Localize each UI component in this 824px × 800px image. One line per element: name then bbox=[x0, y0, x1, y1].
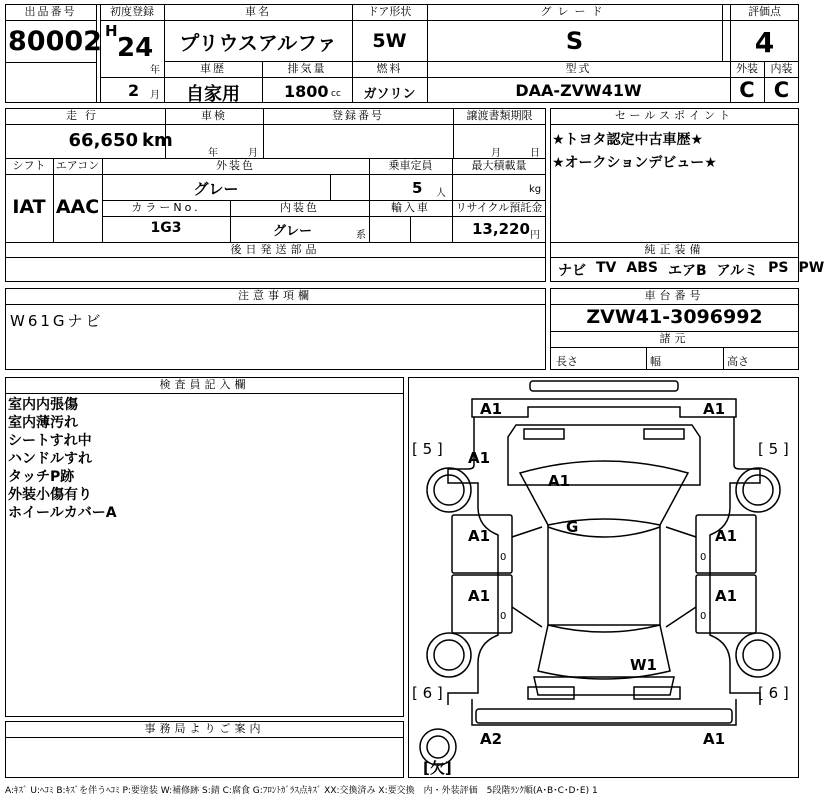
map-rear-left: A2 bbox=[480, 730, 503, 748]
inspection-month: 月 bbox=[248, 148, 258, 159]
map-door-rl: A1 bbox=[468, 587, 491, 605]
load-label: 最大積載量 bbox=[471, 159, 527, 172]
map-front-left: A1 bbox=[480, 400, 503, 418]
map-door-fl-sub: 0 bbox=[500, 552, 507, 563]
name-label: 車名 bbox=[245, 5, 271, 18]
option-alloy: アルミ bbox=[716, 263, 759, 279]
option-airbag: エアB bbox=[667, 263, 707, 279]
fuel: ガソリン bbox=[363, 87, 416, 102]
car-name: プリウスアルファ bbox=[179, 31, 337, 55]
map-hood: A1 bbox=[548, 472, 571, 490]
map-tire-rl: [ 6 ] bbox=[412, 684, 443, 702]
option-abs: ABS bbox=[626, 260, 658, 276]
model: DAA-ZVW41W bbox=[515, 81, 642, 100]
map-rear-right: A1 bbox=[703, 730, 726, 748]
notes-text: W61Gナビ bbox=[10, 312, 104, 330]
transfer-label: 譲渡書類期限 bbox=[466, 109, 533, 122]
options-label: 純正装備 bbox=[644, 243, 705, 256]
option-tv: TV bbox=[596, 260, 617, 276]
map-door-rr-sub: 0 bbox=[700, 611, 707, 622]
inspector-line-1: 室内内張傷 bbox=[8, 397, 78, 413]
color-label: 外装色 bbox=[216, 159, 255, 172]
map-door-rl-sub: 0 bbox=[500, 611, 507, 622]
sales-line-2: ★オークションデビュー★ bbox=[552, 155, 717, 171]
options-list bbox=[558, 260, 824, 280]
reg-year-unit: 年 bbox=[150, 65, 160, 76]
cc: 1800 bbox=[284, 82, 329, 101]
color: グレー bbox=[193, 180, 239, 198]
notes-label: 注意事項欄 bbox=[238, 289, 313, 302]
sales-label: セールスポイント bbox=[614, 109, 734, 122]
dims-length: 長さ bbox=[556, 355, 578, 368]
ac-label: エアコン bbox=[55, 159, 100, 172]
map-windshield: G bbox=[566, 518, 579, 536]
intcolor: グレー bbox=[272, 224, 312, 239]
map-door-fr-sub: 0 bbox=[700, 552, 707, 563]
map-rear-glass: W1 bbox=[630, 656, 657, 674]
map-fender-fl: A1 bbox=[468, 449, 491, 467]
fuel-label: 燃料 bbox=[376, 62, 403, 75]
capacity-unit: 人 bbox=[436, 188, 446, 199]
colorno-label: カラーNo. bbox=[131, 201, 201, 214]
inspector-line-3: シートすれ中 bbox=[8, 433, 92, 449]
intcolor-unit: 系 bbox=[356, 230, 366, 241]
map-front-right: A1 bbox=[703, 400, 726, 418]
inspector-line-2: 室内薄汚れ bbox=[8, 415, 78, 431]
map-tire-rr: [ 6 ] bbox=[758, 684, 789, 702]
transfer-day: 日 bbox=[530, 148, 540, 159]
inspector-line-7: ホイールカバーA bbox=[8, 505, 117, 521]
model-label: 型式 bbox=[565, 62, 592, 75]
reg-year: 24 bbox=[117, 33, 154, 63]
grade-label: グレード bbox=[540, 5, 609, 18]
lot-number: 80002 bbox=[8, 26, 102, 57]
recycle-unit: 円 bbox=[530, 230, 540, 241]
score: 4 bbox=[754, 26, 775, 59]
dims-label: 諸元 bbox=[659, 332, 690, 345]
door-label: ドア形状 bbox=[367, 5, 412, 18]
chassis-number: ZVW41-3096992 bbox=[586, 306, 763, 328]
mileage-label: 走行 bbox=[66, 109, 104, 122]
inspector-label: 検査員記入欄 bbox=[159, 378, 250, 391]
score-label: 評価点 bbox=[748, 5, 781, 18]
option-ps: PS bbox=[768, 260, 789, 276]
legend: A:ｷｽﾞ U:ﾍｺﾐ B:ｷｽﾞを伴うﾍｺﾐ P:要塗装 W:補修跡 S:錆 C:腐食 G:ﾌﾛﾝﾄｶﾞﾗｽ点ｷｽﾞ XX:交換済み X:要交換 内・外装評価 5段階ﾗﾝｸ順(A･B･C･D･E) 1 bbox=[5, 786, 598, 796]
capacity: 5 bbox=[412, 179, 423, 197]
capacity-label: 乗車定員 bbox=[388, 159, 433, 172]
inspection-label: 車検 bbox=[201, 109, 227, 122]
reg-label: 初度登録 bbox=[110, 5, 154, 18]
reg-era: H bbox=[105, 22, 118, 40]
int-rating: C bbox=[773, 78, 790, 102]
map-spare: [欠] bbox=[423, 759, 452, 777]
inspector-line-4: ハンドルすれ bbox=[8, 451, 92, 467]
dims-height: 高さ bbox=[727, 355, 749, 368]
door-type: 5W bbox=[372, 30, 407, 52]
grade: S bbox=[565, 27, 584, 55]
later-parts-label: 後日発送部品 bbox=[230, 243, 321, 256]
cc-unit: cc bbox=[331, 89, 341, 99]
history: 自家用 bbox=[186, 84, 240, 105]
import-label: 輸入車 bbox=[391, 201, 430, 214]
cc-label: 排気量 bbox=[287, 62, 327, 75]
mileage-unit: km bbox=[142, 130, 173, 151]
inspector-line-6: 外装小傷有り bbox=[8, 487, 92, 503]
option-pw: PW bbox=[798, 260, 824, 276]
reg-month-unit: 月 bbox=[150, 90, 160, 101]
ac: AAC bbox=[55, 196, 100, 218]
ext-label: 外装 bbox=[736, 62, 758, 75]
intcolor-label: 内装色 bbox=[280, 201, 319, 214]
map-door-rr: A1 bbox=[715, 587, 738, 605]
recycle-label: リサイクル預託金 bbox=[455, 201, 543, 214]
load-unit: kg bbox=[529, 184, 542, 195]
inspector-line-5: タッチP跡 bbox=[8, 469, 75, 485]
lot-label: 出品番号 bbox=[24, 5, 77, 18]
map-door-fl: A1 bbox=[468, 527, 491, 545]
int-label: 内装 bbox=[770, 62, 793, 75]
option-navi: ナビ bbox=[558, 263, 586, 279]
map-door-fr: A1 bbox=[715, 527, 738, 545]
mileage: 66,650 bbox=[68, 130, 138, 151]
history-label: 車歴 bbox=[200, 62, 226, 75]
recycle: 13,220 bbox=[472, 220, 530, 238]
regno-label: 登録番号 bbox=[332, 109, 384, 122]
ext-rating: C bbox=[739, 78, 755, 102]
shift: IAT bbox=[12, 196, 46, 218]
inspection-year: 年 bbox=[208, 148, 218, 159]
dims-width: 幅 bbox=[650, 355, 661, 368]
map-tire-fr: [ 5 ] bbox=[758, 440, 789, 458]
map-tire-fl: [ 5 ] bbox=[412, 440, 443, 458]
transfer-month: 月 bbox=[491, 148, 501, 159]
car-diagram bbox=[408, 377, 799, 778]
shift-label: シフト bbox=[12, 159, 46, 172]
chassis-label: 車台番号 bbox=[644, 289, 705, 302]
colorno: 1G3 bbox=[150, 220, 182, 236]
sales-line-1: ★トヨタ認定中古車歴★ bbox=[552, 132, 704, 148]
office-label: 事務局よりご案内 bbox=[144, 722, 265, 735]
reg-month: 2 bbox=[128, 81, 140, 100]
